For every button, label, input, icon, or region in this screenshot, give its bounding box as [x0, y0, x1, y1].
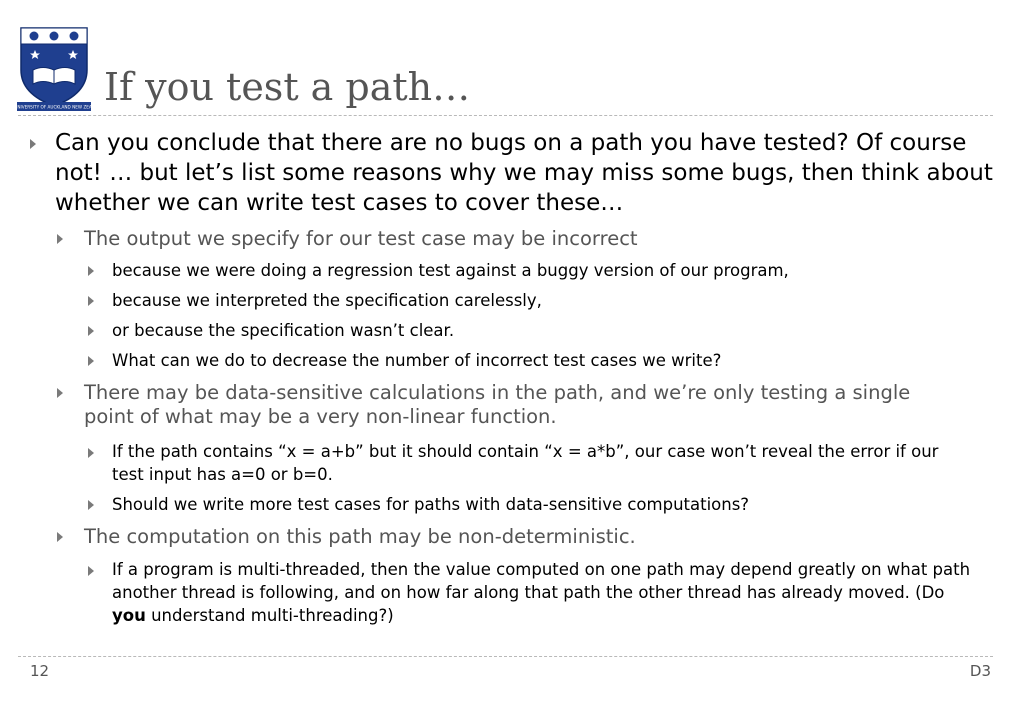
bullet-arrow-icon	[88, 326, 94, 336]
bullet-level3-multithread	[112, 558, 972, 627]
bullet-level3: Should we write more test cases for paths with data-sensitive computations?	[112, 495, 750, 514]
bullet-level3: or because the specification wasn’t clear.	[112, 321, 455, 340]
bullet-level1: Can you conclude that there are no bugs on a path you have tested? Of course not! … but let’s list some reasons why we may miss some bugs, then think about whether we can write test cases to cover these…	[55, 130, 993, 216]
bullet-arrow-icon	[30, 139, 36, 149]
section-label: D3	[969, 662, 991, 680]
footer-divider	[18, 656, 993, 657]
bullet-text-part: understand multi-threading?)	[145, 606, 394, 625]
bullet-arrow-icon	[88, 566, 94, 576]
bullet-level3: If the path contains “x = a+b” but it should contain “x = a*b”, our case won’t reveal the error if our test input has a=0 or b=0.	[112, 442, 939, 484]
bullet-level3: What can we do to decrease the number of incorrect test cases we write?	[112, 351, 722, 370]
title-divider	[18, 115, 993, 116]
bullet-arrow-icon	[88, 296, 94, 306]
bullet-arrow-icon	[88, 448, 94, 458]
bullet-text-part: If a program is multi-threaded, then the value computed on one path may depend greatly on what path another thread is following, and on how far along that path the other thread has already moved. (Do	[112, 560, 971, 602]
bullet-level2: The computation on this path may be non-deterministic.	[84, 525, 636, 548]
svg-text:THE UNIVERSITY OF AUCKLAND NEW: THE UNIVERSITY OF AUCKLAND NEW ZEALAND	[4, 104, 104, 110]
bullet-arrow-icon	[88, 266, 94, 276]
bullet-level2: There may be data-sensitive calculations in the path, and we’re only testing a single point of what may be a very non-linear function.	[84, 381, 911, 428]
slide-number: 12	[30, 662, 50, 680]
bullet-level3: because we were doing a regression test against a buggy version of our program,	[112, 261, 789, 280]
slide-title: If you test a path…	[104, 65, 471, 109]
emphasis-you: you	[112, 606, 146, 625]
bullet-level2: The output we specify for our test case may be incorrect	[84, 227, 638, 250]
bullet-arrow-icon	[57, 388, 63, 398]
bullet-arrow-icon	[57, 234, 63, 244]
bullet-arrow-icon	[88, 356, 94, 366]
bullet-arrow-icon	[88, 500, 94, 510]
university-crest-logo	[4, 22, 104, 112]
bullet-arrow-icon	[57, 532, 63, 542]
bullet-level3: because we interpreted the specification carelessly,	[112, 291, 542, 310]
